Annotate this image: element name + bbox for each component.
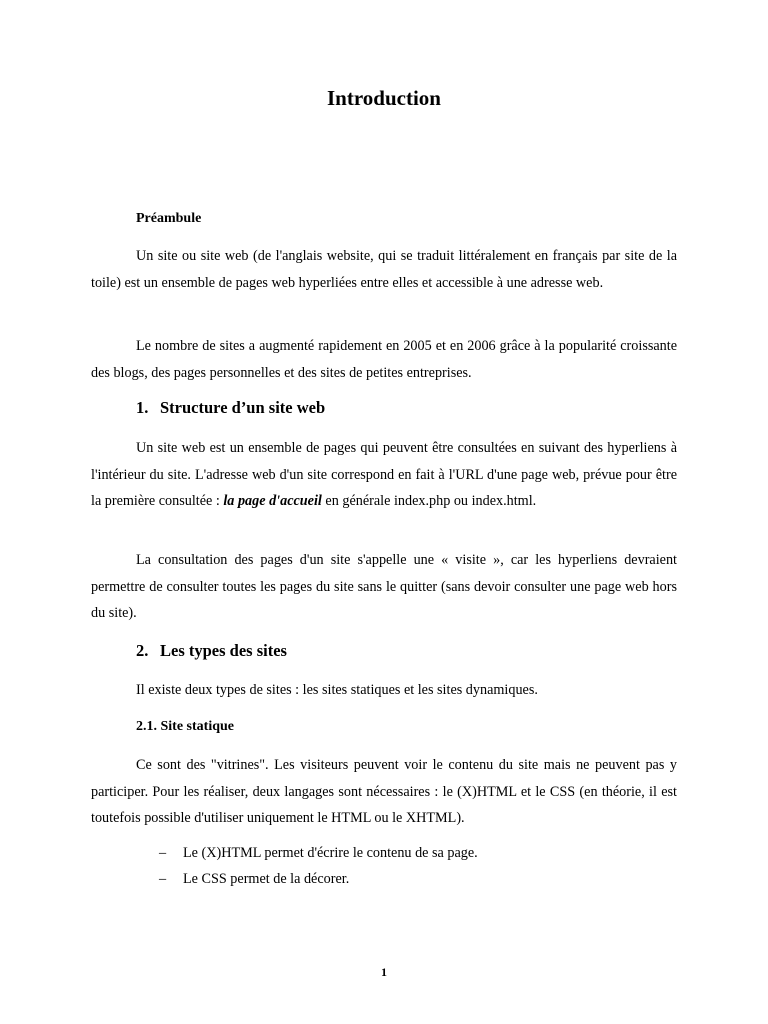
bullet-list	[159, 840, 478, 892]
paragraph-text: en générale index.php ou index.html.	[321, 493, 537, 509]
section-title: Structure d’un site web	[160, 398, 326, 417]
page-title: Introduction	[327, 86, 441, 110]
subsection-heading-static: 2.1. Site statique	[136, 719, 234, 734]
paragraph-text: Un site web est un ensemble de pages qui peuvent être consultées en suivant des hyperliens à l'intérieur du site. L'adresse web d'un site correspond en fait à l'URL d'une page web, prévue pour être la première consultée :	[91, 440, 677, 509]
paragraph-site-types: Il existe deux types de sites : les sites statiques et les sites dynamiques.	[136, 682, 538, 698]
list-item-text: Le CSS permet de la décorer.	[183, 871, 350, 887]
paragraph-static-site: Ce sont des "vitrines". Les visiteurs peuvent voir le contenu du site mais ne peuvent pas y participer. Pour les réaliser, deux langages sont nécessaires : le (X)HTML et le CSS (en théorie, il est toutefois possible d'utiliser uniquement le HTML ou le XHTML).	[91, 757, 677, 826]
page-number: 1	[381, 965, 387, 979]
section-heading-structure	[136, 398, 325, 418]
paragraph-site-definition: Un site ou site web (de l'anglais website, qui se traduit littéralement en français par site de la toile) est un ensemble de pages web hyperliées entre elles et accessible à une adresse web.	[91, 248, 677, 291]
paragraph-site-structure	[91, 435, 677, 515]
list-item-text: Le (X)HTML permet d'écrire le contenu de sa page.	[183, 845, 478, 861]
section-number: 2.	[136, 641, 149, 660]
preamble-heading: Préambule	[136, 211, 202, 226]
section-number: 1.	[136, 398, 149, 417]
section-heading-types	[136, 641, 287, 661]
section-title: Les types des sites	[160, 641, 287, 660]
list-item	[159, 840, 478, 866]
emphasis-home-page: la page d'accueil	[223, 493, 322, 509]
list-item	[159, 866, 478, 892]
dash-bullet: –	[159, 871, 167, 887]
paragraph-site-growth: Le nombre de sites a augmenté rapidement en 2005 et en 2006 grâce à la popularité croissante des blogs, des pages personnelles et des sites de petites entreprises.	[91, 338, 677, 381]
dash-bullet: –	[159, 845, 167, 861]
paragraph-site-visit: La consultation des pages d'un site s'appelle une « visite », car les hyperliens devraient permettre de consulter toutes les pages du site sans le quitter (sans devoir consulter une page web hors du site).	[91, 552, 677, 621]
